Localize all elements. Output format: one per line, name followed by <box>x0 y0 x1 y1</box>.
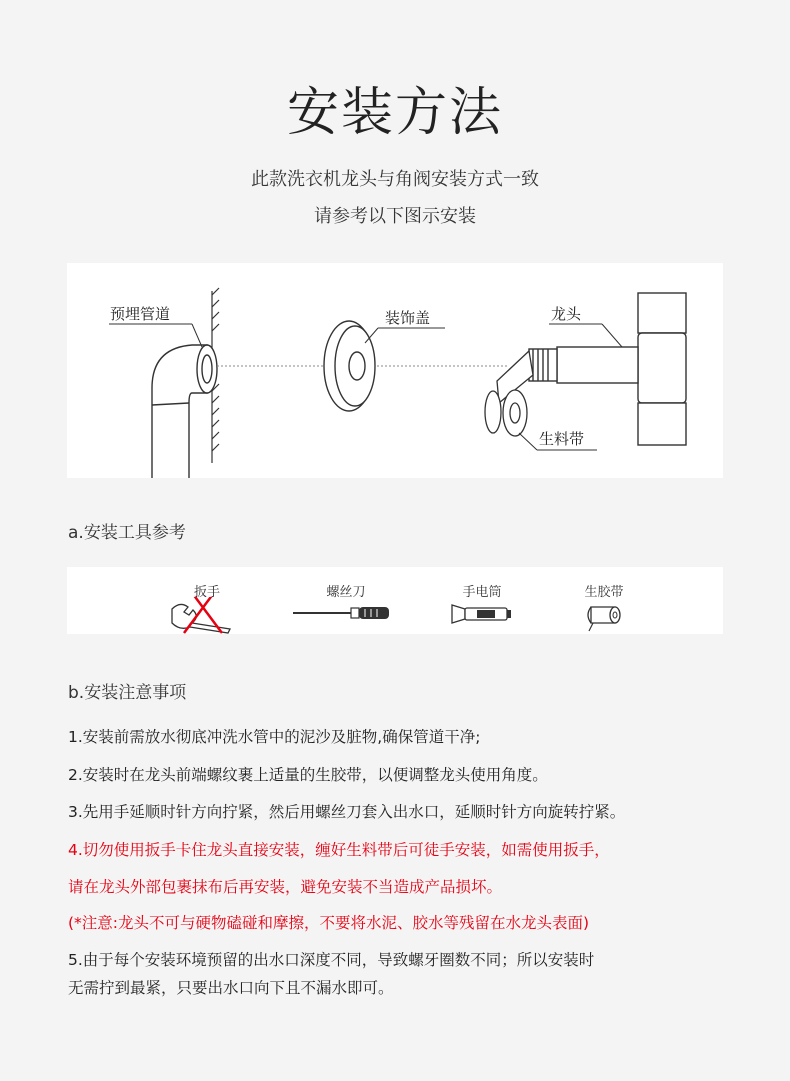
installation-diagram <box>67 263 723 478</box>
tool-label: 扳手 <box>193 585 220 600</box>
embedded-pipe-illustration <box>152 345 217 478</box>
tool-label: 手电筒 <box>462 585 502 600</box>
note-line: 5.由于每个安装环境预留的出水口深度不同，导致螺牙圈数不同；所以安装时 <box>68 951 595 969</box>
note-line: 2.安装时在龙头前端螺纹裹上适量的生胶带，以便调整龙头使用角度。 <box>68 766 548 784</box>
tool-screwdriver <box>291 567 401 634</box>
note-line: 3.先用手延顺时针方向拧紧，然后用螺丝刀套入出水口，延顺时针方向旋转拧紧。 <box>68 803 626 821</box>
label-embedded-pipe: 预埋管道 <box>110 305 171 323</box>
tool-label: 螺丝刀 <box>326 585 366 600</box>
note-line-warning: 4.切勿使用扳手卡住龙头直接安装，缠好生料带后可徒手安装，如需使用扳手， <box>68 841 610 859</box>
subtitle-line-2: 请参考以下图示安装 <box>314 206 476 227</box>
tape-roll-icon <box>549 597 659 634</box>
flashlight-icon <box>427 597 537 634</box>
tool-flashlight <box>427 567 537 634</box>
label-tape: 生料带 <box>539 430 585 448</box>
section-b-heading: b.安装注意事项 <box>68 683 187 703</box>
note-line-warning: (*注意:龙头不可与硬物磕碰和摩擦，不要将水泥、胶水等残留在水龙头表面) <box>68 914 590 932</box>
label-decorative-cover: 装饰盖 <box>385 309 431 327</box>
tools-panel <box>67 567 723 634</box>
note-line: 1.安装前需放水彻底冲洗水管中的泥沙及脏物,确保管道干净; <box>68 728 481 746</box>
page-title: 安装方法 <box>286 83 503 143</box>
tool-label: 生胶带 <box>584 585 624 600</box>
section-a-heading: a.安装工具参考 <box>68 523 186 543</box>
tool-wrench <box>152 567 262 634</box>
tool-tape <box>549 567 659 634</box>
wrench-crossed-icon <box>152 597 262 634</box>
label-faucet: 龙头 <box>551 305 582 323</box>
screwdriver-icon <box>291 597 401 634</box>
decorative-cover-illustration <box>324 321 375 411</box>
subtitle-line-1: 此款洗衣机龙头与角阀安装方式一致 <box>251 169 539 190</box>
note-line: 无需拧到最紧，只要出水口向下且不漏水即可。 <box>68 979 394 997</box>
tape-illustration <box>485 351 533 436</box>
note-line-warning: 请在龙头外部包裹抹布后再安装，避免安装不当造成产品损坏。 <box>68 878 503 896</box>
